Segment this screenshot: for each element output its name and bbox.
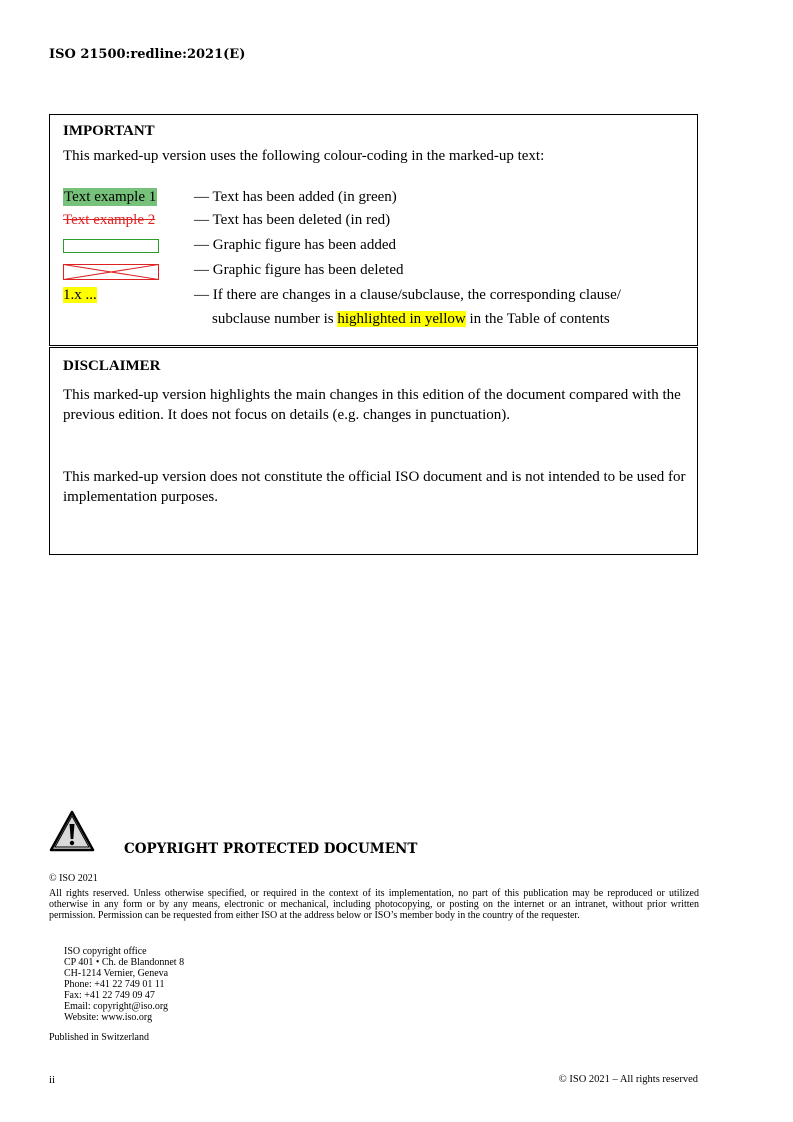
clause-description-line1: — If there are changes in a clause/subclause, the corresponding clause/: [194, 287, 621, 303]
legend-row-clause: [63, 286, 683, 327]
disclaimer-paragraph-2: This marked-up version does not constitute the official ISO document and is not intended to be used for implementation purposes.: [63, 469, 686, 505]
added-text-sample: Text example 1: [64, 189, 157, 205]
disclaimer-paragraph-1: This marked-up version highlights the main changes in this edition of the document compared with the previous edition. It does not focus on details (e.g. changes in punctuation).: [63, 387, 681, 423]
clause-number-sample: 1.x ...: [63, 287, 97, 303]
address-line: CH-1214 Vernier, Geneva: [64, 968, 169, 979]
important-title: IMPORTANT: [63, 123, 155, 139]
document-reference: ISO 21500:redline:2021(E): [49, 47, 246, 62]
address-line: CP 401 • Ch. de Blandonnet 8: [64, 957, 185, 968]
address-line: Phone: +41 22 749 01 11: [64, 979, 165, 990]
box-divider: [49, 345, 698, 346]
address-website[interactable]: Website: www.iso.org: [64, 1012, 153, 1023]
clause-desc-pre: subclause number is: [212, 311, 338, 327]
clause-description-line2: [212, 310, 610, 328]
added-figure-sample: [63, 239, 159, 253]
copyright-rights-text: All rights reserved. Unless otherwise specified, or required in the context of its implementation, no part of this publication may be reproduced or utilized otherwise in any form or by any means, electronic or mechanical, including photocopying, or posting on the internet or an intranet, without prior written permission. Permission can be requested from either ISO at the address below or ISO’s member body in the country of the requester.: [49, 888, 699, 921]
highlight-sample: highlighted in yellow: [337, 311, 466, 327]
figure-added-description: — Graphic figure has been added: [194, 237, 397, 253]
added-text-description: — Text has been added (in green): [194, 189, 397, 205]
figure-deleted-description: — Graphic figure has been deleted: [194, 262, 404, 278]
address-line: ISO copyright office: [64, 946, 147, 957]
deleted-text-sample: Text example 2: [63, 212, 156, 228]
published-location: Published in Switzerland: [49, 1032, 149, 1043]
deleted-figure-sample: [63, 264, 159, 280]
deleted-text-description: — Text has been deleted (in red): [194, 212, 391, 228]
page-number: ii: [49, 1074, 56, 1086]
address-line: Fax: +41 22 749 09 47: [64, 990, 155, 1001]
copyright-address: [64, 946, 184, 1023]
disclaimer-box: [49, 347, 698, 555]
warning-triangle-icon: [49, 810, 95, 852]
copyright-year: © ISO 2021: [49, 873, 98, 884]
important-intro: This marked-up version uses the following colour-coding in the marked-up text:: [63, 148, 545, 164]
copyright-title: COPYRIGHT PROTECTED DOCUMENT: [124, 841, 418, 857]
disclaimer-title: DISCLAIMER: [63, 358, 161, 374]
address-email[interactable]: Email: copyright@iso.org: [64, 1001, 169, 1012]
footer-rights: © ISO 2021 – All rights reserved: [558, 1074, 698, 1085]
clause-desc-post: in the Table of contents: [465, 311, 610, 327]
important-box: [49, 114, 698, 346]
